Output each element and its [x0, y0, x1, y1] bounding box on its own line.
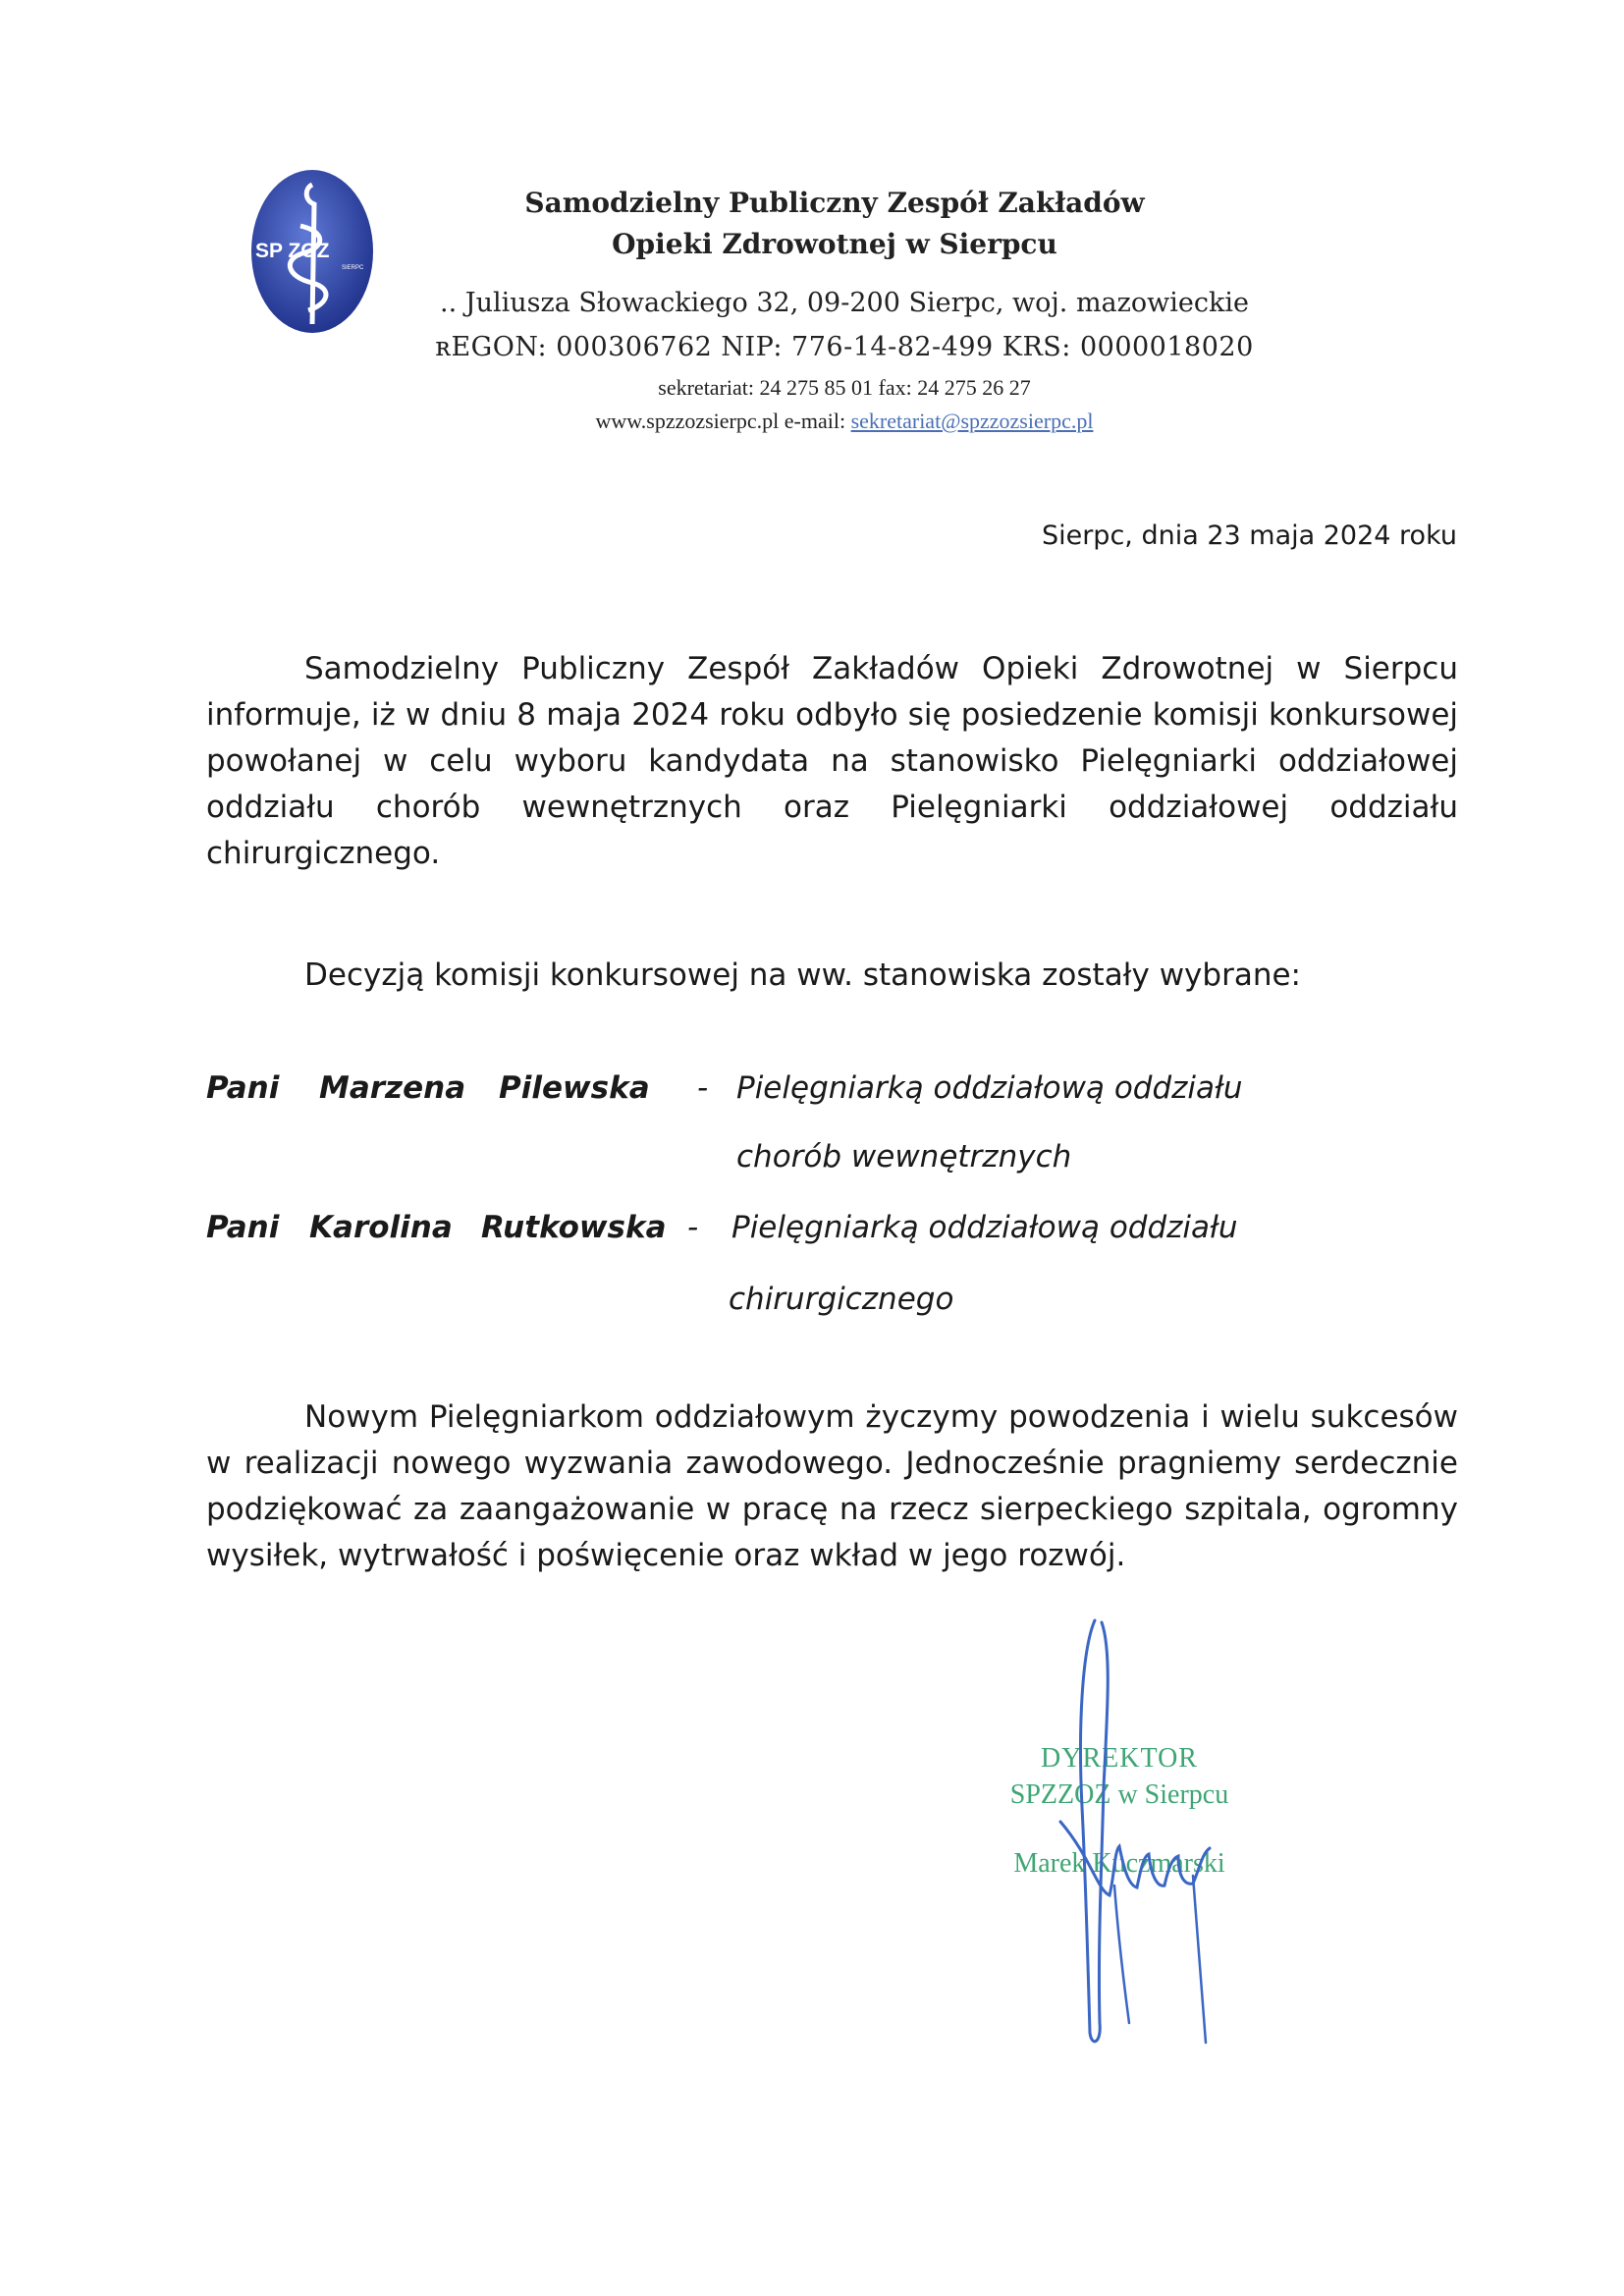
appointment-2-dash: -: [687, 1210, 699, 1245]
appointment-1-last-name: Pilewska: [499, 1070, 650, 1106]
appointment-2-position-line1: Pielęgniarką oddziałową oddziału: [731, 1210, 1238, 1245]
stamp-organization: SPZZOZ w Sierpcu: [1009, 1779, 1229, 1810]
paragraph-decision: Decyzją komisji konkursowej na ww. stanowiska zostały wybrane:: [304, 957, 1301, 993]
director-signature: [992, 1611, 1286, 2052]
org-address: .. Juliusza Słowackiego 32, 09-200 Sierpc, woj. mazowieckie: [440, 288, 1249, 318]
stamp-title: DYREKTOR: [1041, 1743, 1198, 1774]
email-label: e-mail:: [784, 409, 846, 433]
paragraph-congratulations: Nowym Pielęgniarkom oddziałowym życzymy powodzenia i wielu sukcesów w realizacji nowego wyzwania zawodowego. Jednocześnie pragniemy serdecznie podziękować za zaangażowanie w pracę na rzecz sierpeckiego szpitala, ogromny wysiłek, wytrwałość i poświęcenie oraz wkład w jego rozwój.: [206, 1399, 1458, 1573]
appointment-1-position-line1: Pielęgniarką oddziałową oddziału: [736, 1070, 1243, 1106]
letter-date: Sierpc, dnia 23 maja 2024 roku: [1041, 520, 1457, 551]
appointment-2-first-name: Karolina: [309, 1210, 453, 1245]
org-name-line2: Opieki Zdrowotnej w Sierpcu: [612, 228, 1057, 260]
website-link[interactable]: www.spzzozsierpc.pl: [595, 409, 780, 433]
org-name-line1: Samodzielny Publiczny Zespół Zakładów: [524, 187, 1145, 219]
org-phone: sekretariat: 24 275 85 01 fax: 24 275 26 27: [658, 375, 1031, 400]
appointment-1-first-name: Marzena: [319, 1070, 466, 1106]
org-registry: ʀEGON: 000306762 NIP: 776-14-82-499 KRS: 0000018020: [435, 332, 1254, 362]
appointment-1-dash: -: [697, 1070, 709, 1106]
appointment-1-position-line2: chorób wewnętrznych: [736, 1139, 1072, 1175]
appointment-1-title: Pani: [206, 1070, 280, 1106]
appointment-2-last-name: Rutkowska: [481, 1210, 667, 1245]
logo-subtext: SIERPC: [342, 265, 364, 271]
email-link[interactable]: sekretariat@spzzozsierpc.pl: [850, 409, 1094, 433]
stamp-name: Marek Kuczmarski: [1013, 1848, 1225, 1879]
org-contact: [412, 409, 1276, 434]
logo-text: SP ZOZ: [255, 240, 330, 262]
hospital-logo: [247, 167, 377, 336]
appointment-2-title: Pani: [206, 1210, 280, 1245]
paragraph-intro: Samodzielny Publiczny Zespół Zakładów Opieki Zdrowotnej w Sierpcu informuje, iż w dniu 8 maja 2024 roku odbyło się posiedzenie komisji konkursowej powołanej w celu wyboru kandydata na stanowisko Pielęgniarki oddziałowej oddziału chorób wewnętrznych oraz Pielęgniarki oddziałowej oddziału chirurgicznego.: [206, 651, 1458, 871]
appointment-2-position-line2: chirurgicznego: [729, 1282, 954, 1317]
